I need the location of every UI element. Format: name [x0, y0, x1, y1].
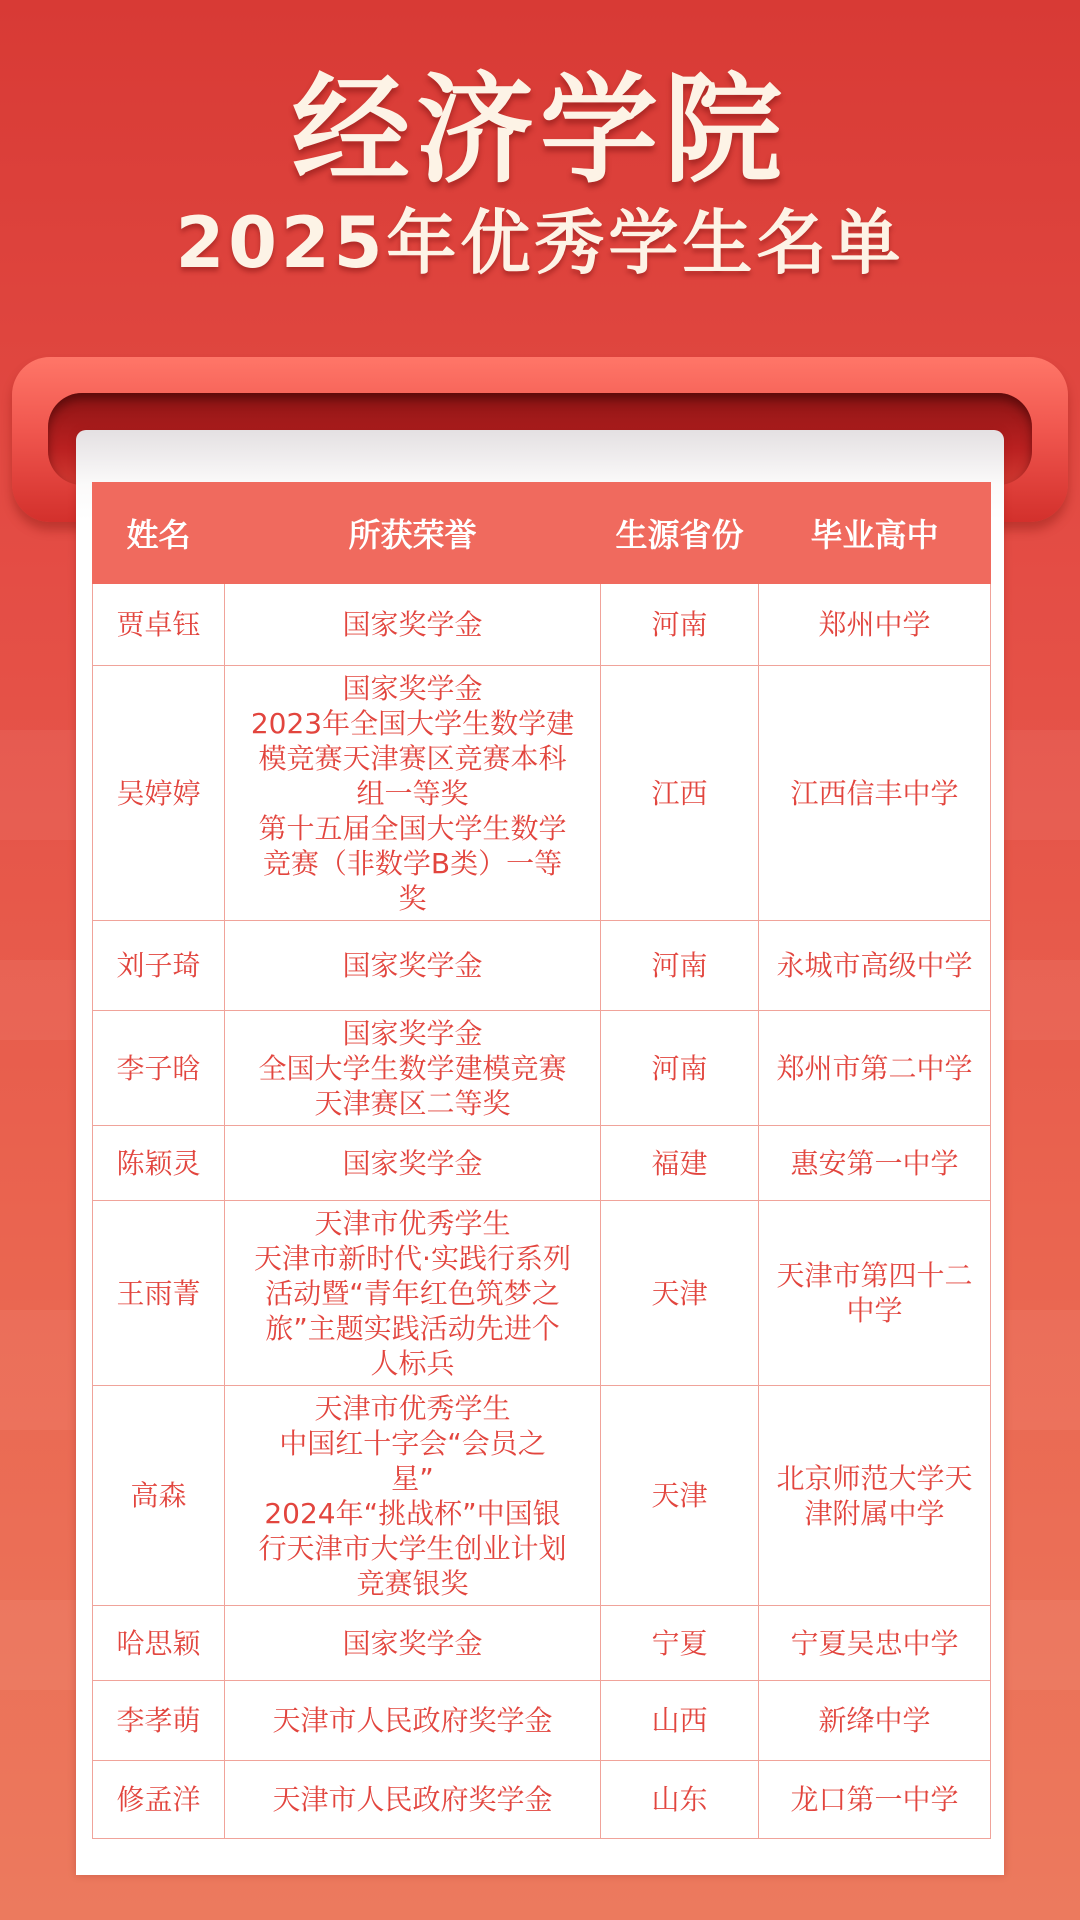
- cell-school: [759, 1011, 991, 1126]
- school-line: 龙口第一中学: [790, 1783, 959, 1816]
- cell-province: 河南: [601, 584, 759, 666]
- honor-line: 天津市人民政府奖学金: [272, 1704, 553, 1737]
- school-line: 江西信丰中学: [790, 776, 959, 810]
- honor-line: 国家奖学金: [342, 671, 483, 705]
- cell-name: 哈思颖: [93, 1606, 225, 1681]
- cell-school: [759, 1606, 991, 1681]
- cell-province: 天津: [601, 1386, 759, 1606]
- cell-school: [759, 666, 991, 921]
- cell-honors: [225, 1761, 601, 1839]
- cell-province: 福建: [601, 1126, 759, 1201]
- cell-honors: [225, 1606, 601, 1681]
- cell-province: 山西: [601, 1681, 759, 1761]
- page-title: 经济学院: [291, 61, 788, 199]
- table-row: [93, 1761, 991, 1839]
- cell-province: 山东: [601, 1761, 759, 1839]
- table-row: [93, 1201, 991, 1386]
- table-row: [93, 1011, 991, 1126]
- cell-province: 河南: [601, 1011, 759, 1126]
- cell-honors: [225, 1011, 601, 1126]
- honor-line: 天津市优秀学生: [314, 1206, 511, 1240]
- cell-province: 江西: [601, 666, 759, 921]
- table-body: [93, 584, 991, 1839]
- cell-name: 王雨菁: [93, 1201, 225, 1386]
- table-row: [93, 666, 991, 921]
- honor-line: 天津市新时代·实践行系列: [254, 1241, 571, 1275]
- school-line: 中学: [846, 1294, 903, 1327]
- cell-name: 陈颖灵: [93, 1126, 225, 1201]
- honor-line: 2023年全国大学生数学建: [250, 706, 575, 740]
- cell-school: [759, 1761, 991, 1839]
- honor-line: 天津市人民政府奖学金: [272, 1783, 553, 1816]
- table-row: [93, 1126, 991, 1201]
- column-header-school: 毕业高中: [759, 483, 991, 584]
- honor-line: 活动暨“青年红色筑梦之: [265, 1276, 560, 1310]
- cell-honors: [225, 584, 601, 666]
- table-row: [93, 1681, 991, 1761]
- cell-honors: [225, 1386, 601, 1606]
- table-row: [93, 1606, 991, 1681]
- school-line: 津附属中学: [804, 1496, 945, 1530]
- school-line: 永城市高级中学: [776, 949, 973, 982]
- cell-honors: [225, 1201, 601, 1386]
- cell-honors: [225, 666, 601, 921]
- cell-honors: [225, 921, 601, 1011]
- cell-school: [759, 1681, 991, 1761]
- honor-line: 星”: [391, 1461, 434, 1495]
- honor-line: 模竞赛天津赛区竞赛本科: [258, 741, 567, 775]
- title-block: [0, 60, 1080, 286]
- cell-school: [759, 1386, 991, 1606]
- honor-line: 第十五届全国大学生数学: [258, 811, 567, 845]
- honor-line: 行天津市大学生创业计划: [258, 1531, 567, 1565]
- cell-school: [759, 1126, 991, 1201]
- cell-name: 贾卓钰: [93, 584, 225, 666]
- honor-line: 国家奖学金: [342, 1626, 483, 1660]
- school-line: 新绛中学: [818, 1704, 931, 1737]
- honor-line: 全国大学生数学建模竞赛: [258, 1051, 567, 1085]
- honor-line: 国家奖学金: [342, 608, 483, 641]
- table-header-row: [93, 483, 991, 584]
- honors-table: [92, 482, 991, 1839]
- column-header-province: 生源省份: [601, 483, 759, 584]
- honor-line: 旅”主题实践活动先进个: [265, 1311, 560, 1345]
- honor-line: 组一等奖: [356, 776, 469, 810]
- honor-line: 中国红十字会“会员之: [279, 1426, 546, 1460]
- cell-honors: [225, 1681, 601, 1761]
- cell-province: 宁夏: [601, 1606, 759, 1681]
- cell-school: [759, 1201, 991, 1386]
- honor-line: 国家奖学金: [342, 1016, 483, 1050]
- school-line: 宁夏吴忠中学: [790, 1626, 959, 1660]
- cell-school: [759, 921, 991, 1011]
- column-header-name: 姓名: [93, 483, 225, 584]
- honor-line: 国家奖学金: [342, 949, 483, 982]
- school-line: 北京师范大学天: [776, 1461, 973, 1495]
- cell-school: [759, 584, 991, 666]
- school-line: 惠安第一中学: [790, 1146, 959, 1180]
- honor-line: 天津赛区二等奖: [314, 1086, 511, 1120]
- cell-name: 李孝萌: [93, 1681, 225, 1761]
- honor-line: 2024年“挑战杯”中国银: [264, 1496, 561, 1530]
- cell-name: 李子晗: [93, 1011, 225, 1126]
- table-row: [93, 584, 991, 666]
- cell-name: 刘子琦: [93, 921, 225, 1011]
- honor-line: 天津市优秀学生: [314, 1391, 511, 1425]
- table-row: [93, 921, 991, 1011]
- honor-line: 竞赛（非数学B类）一等: [262, 846, 563, 880]
- table-row: [93, 1386, 991, 1606]
- school-line: 郑州市第二中学: [776, 1051, 973, 1085]
- cell-honors: [225, 1126, 601, 1201]
- cell-province: 河南: [601, 921, 759, 1011]
- cell-name: 修孟洋: [93, 1761, 225, 1839]
- honor-line: 人标兵: [370, 1346, 455, 1380]
- honor-line: 国家奖学金: [342, 1146, 483, 1180]
- page-subtitle: 2025年优秀学生名单: [175, 202, 905, 284]
- cell-province: 天津: [601, 1201, 759, 1386]
- cell-name: 高森: [93, 1386, 225, 1606]
- cell-name: 吴婷婷: [93, 666, 225, 921]
- honor-line: 奖: [398, 881, 427, 915]
- school-line: 天津市第四十二: [776, 1259, 973, 1292]
- column-header-honors: 所获荣誉: [225, 483, 601, 584]
- school-line: 郑州中学: [818, 608, 931, 641]
- honor-line: 竞赛银奖: [356, 1566, 469, 1600]
